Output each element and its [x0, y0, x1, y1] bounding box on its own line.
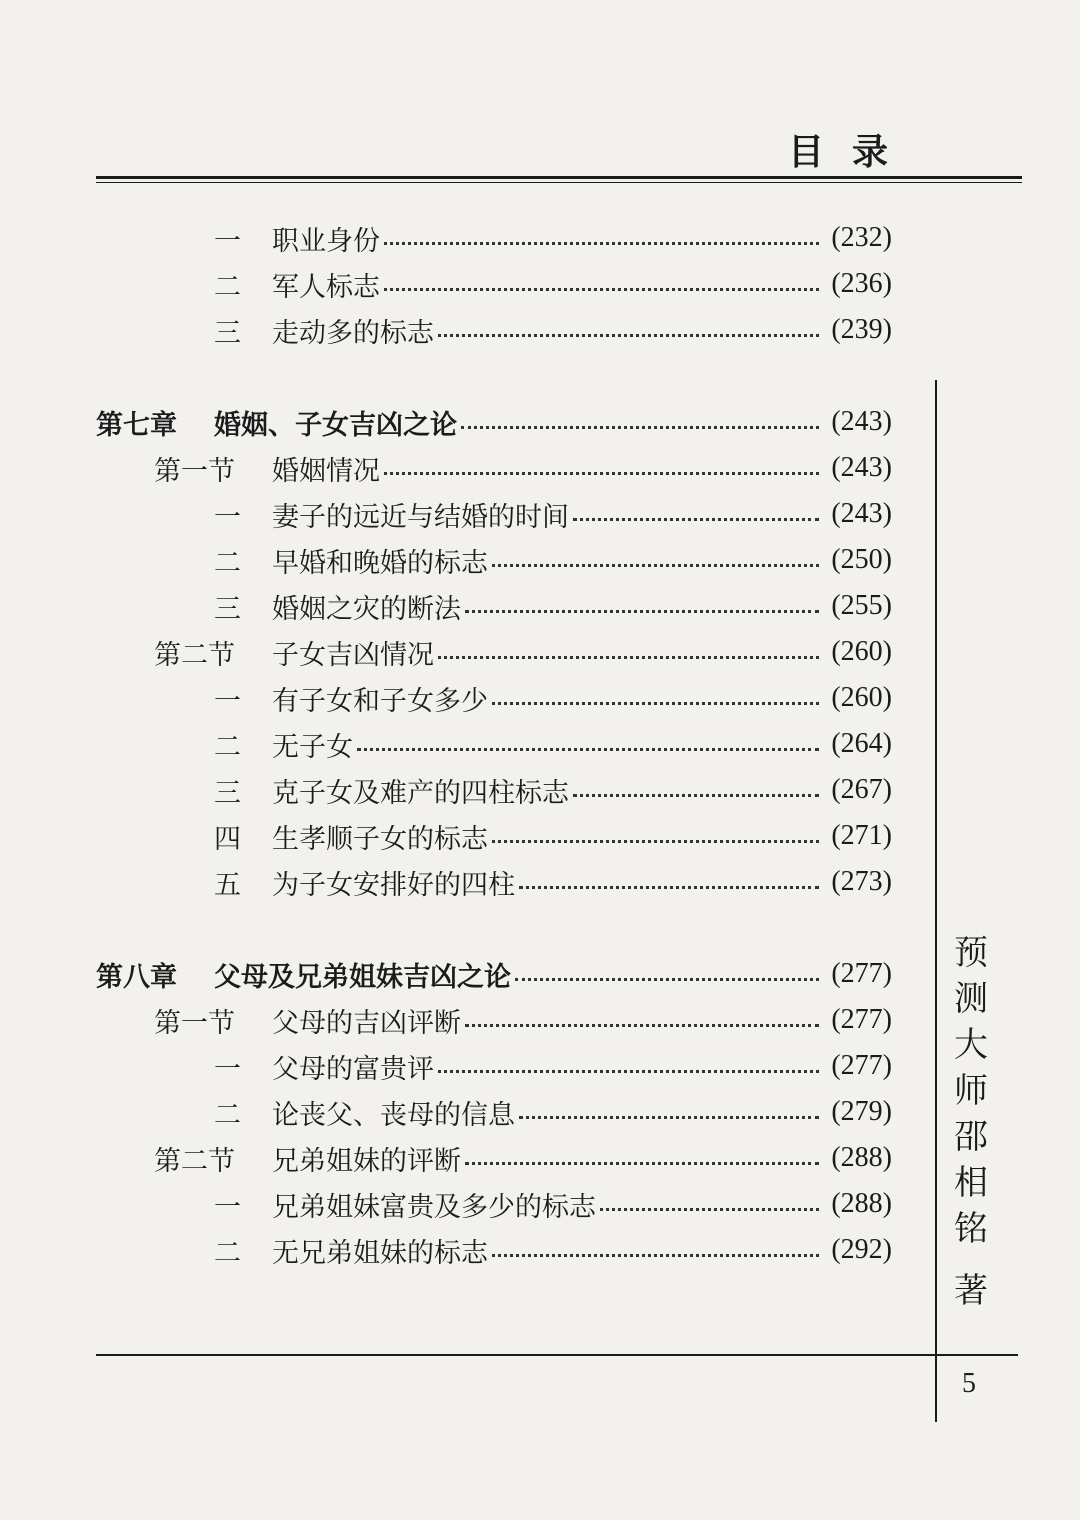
toc-marker: 第一节 — [154, 455, 235, 487]
toc-chapter — [96, 952, 892, 996]
toc-title: 父母的吉凶评断 — [272, 1007, 461, 1039]
dot-leader — [438, 1070, 819, 1073]
dot-leader — [573, 518, 819, 521]
toc-marker: 三 — [214, 593, 241, 625]
author-name-char: 预 — [954, 933, 988, 973]
toc-page-number: (277) — [831, 958, 892, 989]
toc-title: 论丧父、丧母的信息 — [272, 1099, 515, 1131]
toc-page-number: (243) — [831, 498, 892, 529]
toc-marker: 二 — [214, 731, 241, 763]
author-name-char: 师 — [954, 1071, 988, 1111]
toc-title: 兄弟姐妹的评断 — [272, 1145, 461, 1177]
toc-title: 克子女及难产的四柱标志 — [272, 777, 569, 809]
toc-item — [214, 676, 892, 720]
toc-page-number: (279) — [831, 1096, 892, 1127]
toc-page-number: (250) — [831, 544, 892, 575]
dot-leader — [384, 288, 819, 291]
toc-page-number: (277) — [831, 1050, 892, 1081]
toc-title: 无子女 — [272, 731, 353, 763]
dot-leader — [357, 748, 819, 751]
toc-item — [214, 722, 892, 766]
toc-title: 走动多的标志 — [272, 317, 434, 349]
toc-title: 生孝顺子女的标志 — [272, 823, 488, 855]
dot-leader — [573, 794, 819, 797]
toc-item — [214, 216, 892, 260]
toc-page-number: (288) — [831, 1142, 892, 1173]
toc-title: 父母及兄弟姐妹吉凶之论 — [214, 961, 511, 993]
toc-page-number: (264) — [831, 728, 892, 759]
dot-leader — [492, 564, 819, 567]
toc-page-number: (243) — [831, 406, 892, 437]
toc-item — [214, 1228, 892, 1272]
toc-page-number: (232) — [831, 222, 892, 253]
toc-page-number: (260) — [831, 636, 892, 667]
toc-title: 早婚和晚婚的标志 — [272, 547, 488, 579]
toc-marker: 二 — [214, 1099, 241, 1131]
toc-item — [214, 308, 892, 352]
toc-page-number: (239) — [831, 314, 892, 345]
toc-page-number: (255) — [831, 590, 892, 621]
toc-marker: 一 — [214, 685, 241, 717]
author-suffix: 著 — [954, 1271, 988, 1311]
toc-section — [154, 630, 892, 674]
toc-marker: 第二节 — [154, 639, 235, 671]
dot-leader — [465, 1024, 819, 1027]
toc-title: 婚姻情况 — [272, 455, 380, 487]
author-name-char: 邵 — [954, 1117, 988, 1157]
toc-title: 兄弟姐妹富贵及多少的标志 — [272, 1191, 596, 1223]
dot-leader — [600, 1208, 819, 1211]
author-name-char: 相 — [954, 1163, 988, 1203]
margin-rule — [935, 380, 937, 1422]
toc-item — [214, 1090, 892, 1134]
toc-marker: 第七章 — [96, 409, 177, 441]
dot-leader — [492, 702, 819, 705]
toc-title: 婚姻、子女吉凶之论 — [214, 409, 457, 441]
dot-leader — [492, 840, 819, 843]
toc-marker: 五 — [214, 869, 241, 901]
toc-marker: 第八章 — [96, 961, 177, 993]
footer-rule — [96, 1354, 1018, 1356]
dot-leader — [438, 334, 819, 337]
dot-leader — [461, 426, 819, 429]
author-name-char: 大 — [954, 1025, 988, 1065]
header-rule — [96, 176, 1022, 179]
toc-section — [154, 446, 892, 490]
toc-item — [214, 492, 892, 536]
toc-page-number: (277) — [831, 1004, 892, 1035]
toc-section — [154, 1136, 892, 1180]
toc-marker: 三 — [214, 777, 241, 809]
dot-leader — [519, 1116, 819, 1119]
toc-marker: 一 — [214, 225, 241, 257]
dot-leader — [465, 610, 819, 613]
toc-title: 职业身份 — [272, 225, 380, 257]
toc-page-number: (292) — [831, 1234, 892, 1265]
toc-item — [214, 538, 892, 582]
toc-page-number: (260) — [831, 682, 892, 713]
toc-marker: 一 — [214, 1053, 241, 1085]
toc-title: 军人标志 — [272, 271, 380, 303]
toc-marker: 一 — [214, 501, 241, 533]
toc-page-number: (243) — [831, 452, 892, 483]
dot-leader — [384, 472, 819, 475]
dot-leader — [515, 978, 819, 981]
toc-page-number: (271) — [831, 820, 892, 851]
toc-section — [154, 998, 892, 1042]
page-title: 目录 — [788, 132, 917, 173]
author-name-char: 铭 — [954, 1209, 988, 1249]
toc-item — [214, 814, 892, 858]
toc-item — [214, 1044, 892, 1088]
toc-title: 父母的富贵评 — [272, 1053, 434, 1085]
dot-leader — [492, 1254, 819, 1257]
dot-leader — [519, 886, 819, 889]
toc-chapter — [96, 400, 892, 444]
toc-page-number: (236) — [831, 268, 892, 299]
author-name-char: 测 — [954, 979, 988, 1019]
toc-marker: 四 — [214, 823, 241, 855]
toc-title: 有子女和子女多少 — [272, 685, 488, 717]
toc-marker: 第二节 — [154, 1145, 235, 1177]
dot-leader — [438, 656, 819, 659]
toc-title: 为子女安排好的四柱 — [272, 869, 515, 901]
dot-leader — [384, 242, 819, 245]
toc-item — [214, 584, 892, 628]
toc-title: 子女吉凶情况 — [272, 639, 434, 671]
toc-marker: 二 — [214, 547, 241, 579]
author-block — [948, 930, 994, 1314]
toc-marker: 一 — [214, 1191, 241, 1223]
toc-item — [214, 1182, 892, 1226]
toc-marker: 三 — [214, 317, 241, 349]
toc-page-number: (273) — [831, 866, 892, 897]
toc-title: 无兄弟姐妹的标志 — [272, 1237, 488, 1269]
toc-page-number: (288) — [831, 1188, 892, 1219]
toc-item — [214, 860, 892, 904]
toc-marker: 二 — [214, 1237, 241, 1269]
page-number: 5 — [962, 1368, 976, 1399]
toc-page-number: (267) — [831, 774, 892, 805]
toc-item — [214, 768, 892, 812]
toc-marker: 第一节 — [154, 1007, 235, 1039]
toc-title: 妻子的远近与结婚的时间 — [272, 501, 569, 533]
dot-leader — [465, 1162, 819, 1165]
toc-title: 婚姻之灾的断法 — [272, 593, 461, 625]
toc-marker: 二 — [214, 271, 241, 303]
toc-item — [214, 262, 892, 306]
